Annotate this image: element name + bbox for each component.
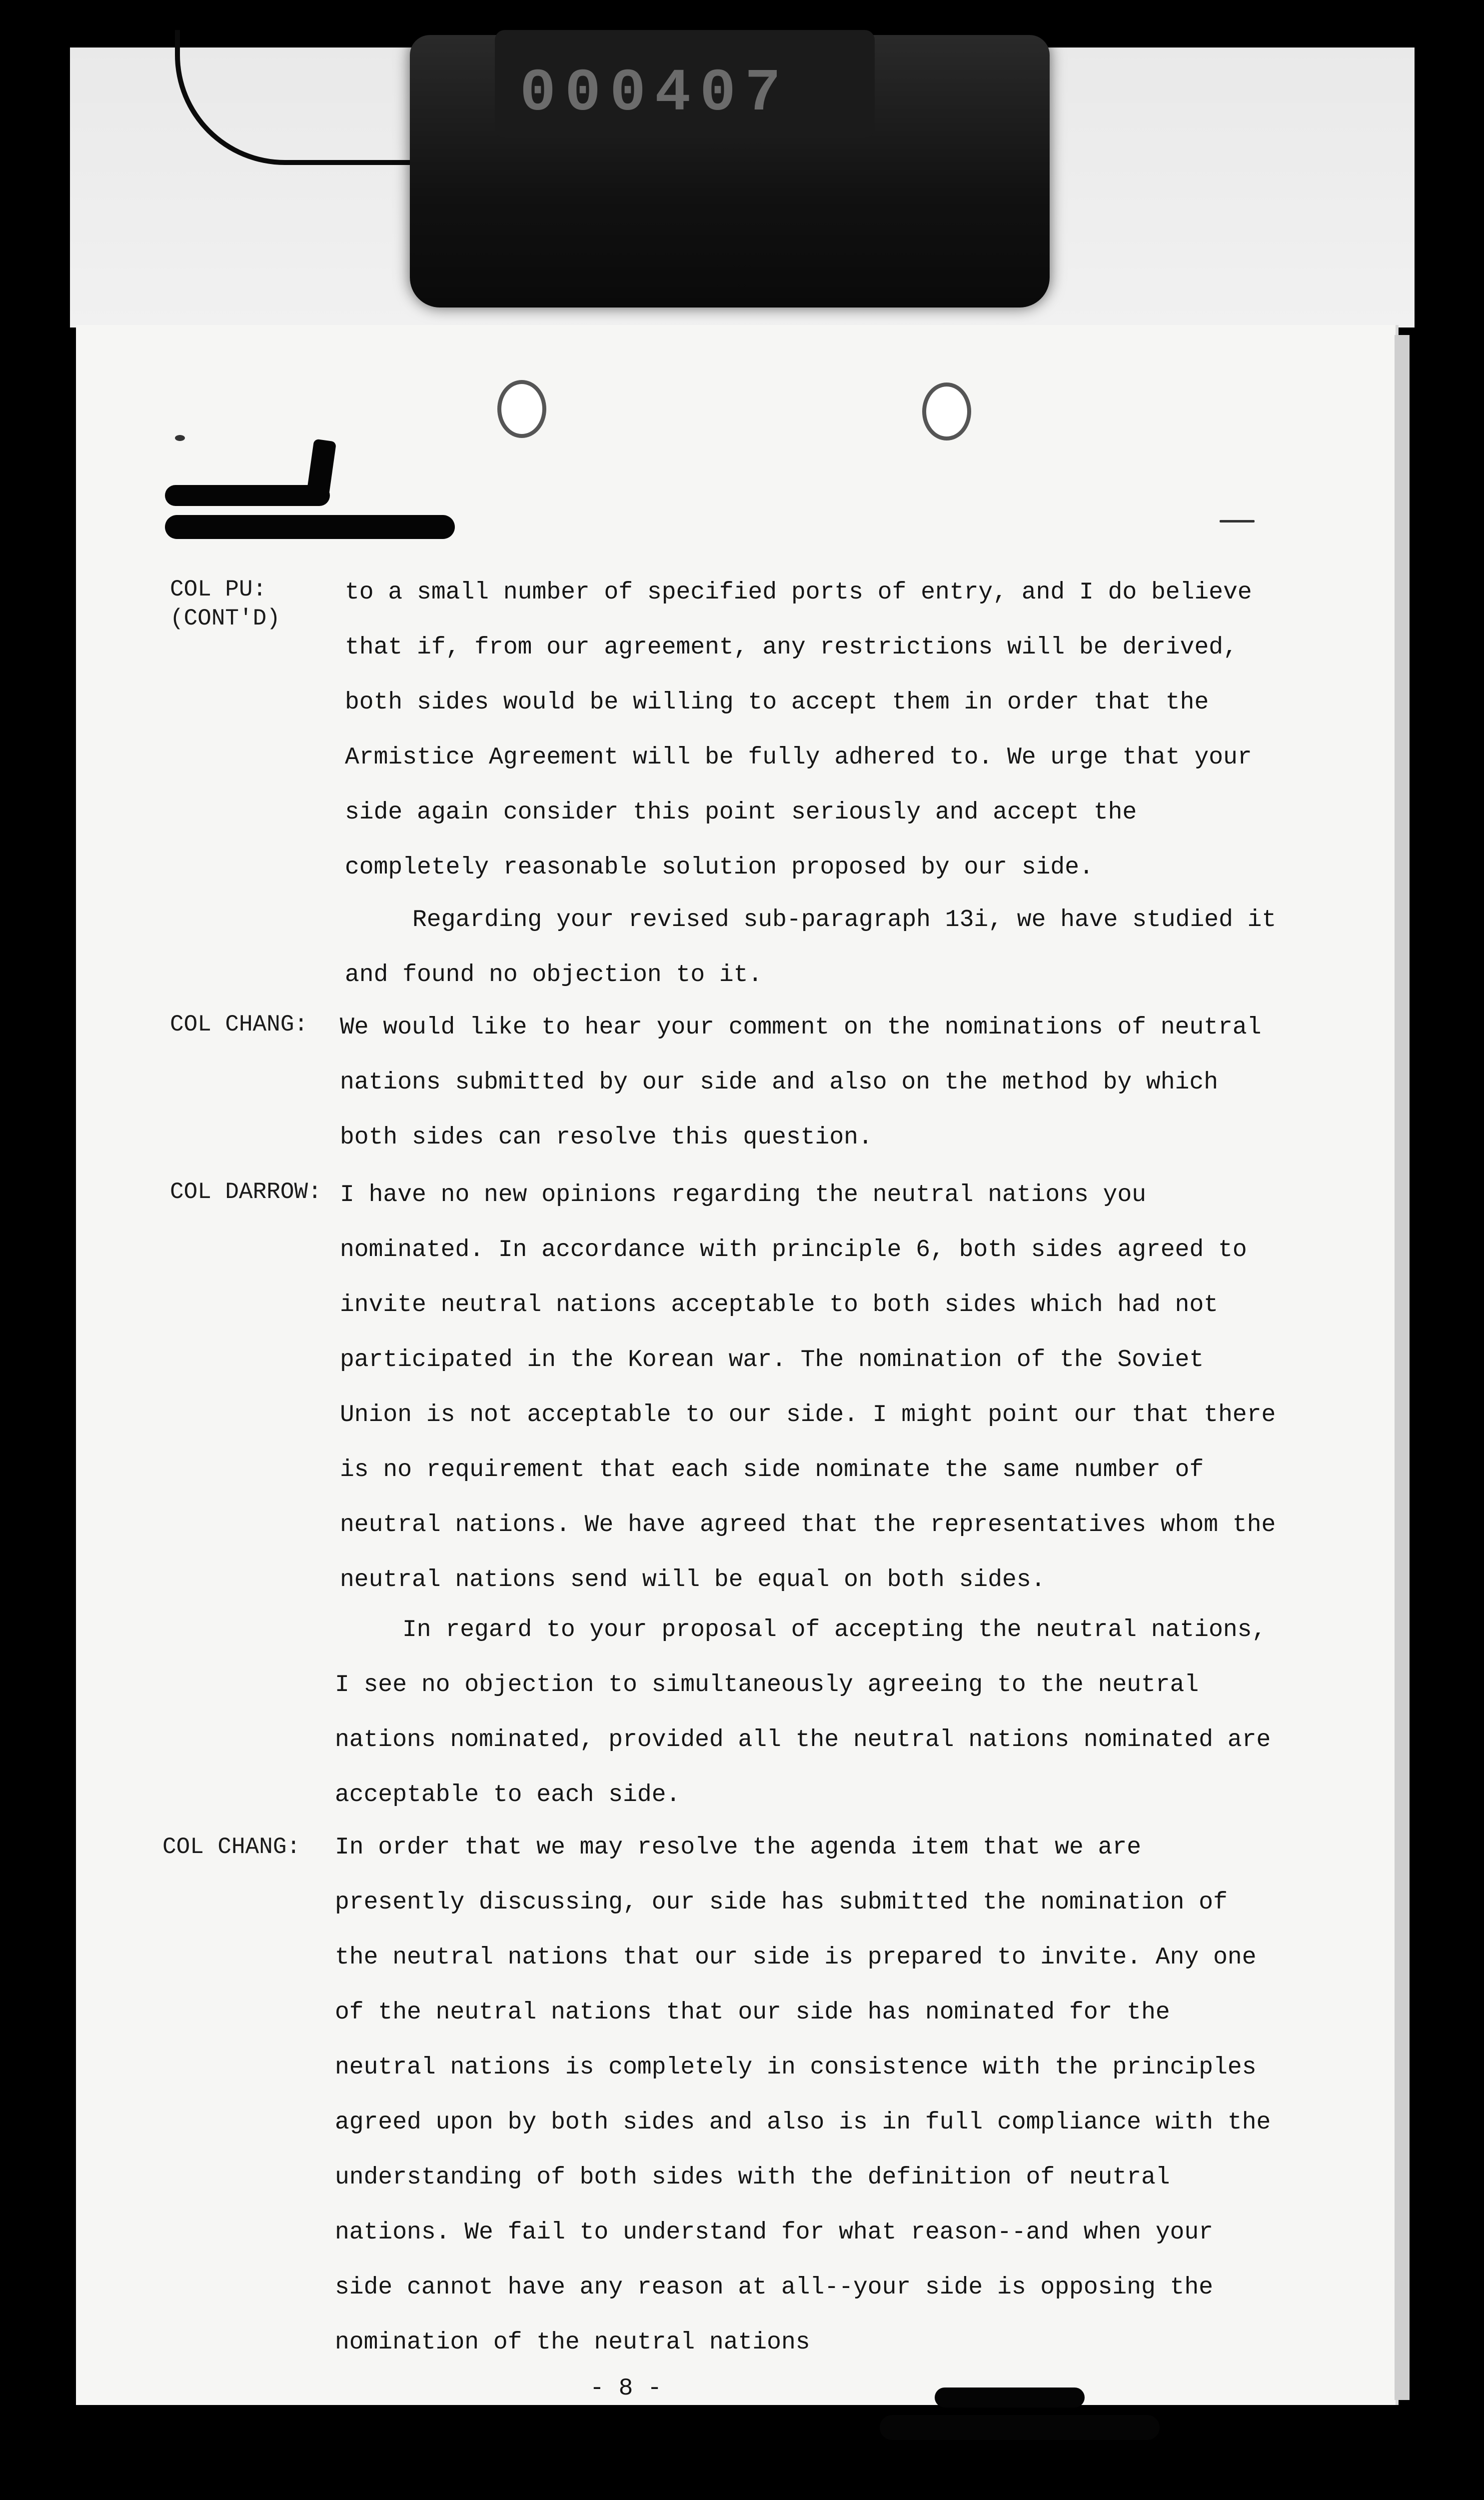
redaction-bar bbox=[165, 515, 455, 539]
page-number: - 8 - bbox=[590, 2375, 662, 2402]
speaker-label: COL DARROW: bbox=[170, 1179, 322, 1205]
dialogue-paragraph: to a small number of specified ports of entry, and I do believe that if, from our agreement, any restrictions will be derived, both sides would be willing to accept them in order that the Armistice Agreement will be fully adhered to. We urge that your side again consider this point seriously and accept the completely reasonable solution proposed by our side. bbox=[345, 579, 1252, 881]
frame-number: 000407 bbox=[520, 60, 790, 128]
dialogue-paragraph: In regard to your proposal of accepting the neutral nations, I see no objection to simultaneously agreeing to the neutral nations nominated, provided all the neutral nations nominated are acceptable to each side. bbox=[335, 1616, 1271, 1808]
redaction-bar bbox=[165, 485, 330, 506]
speaker-label: COL CHANG: bbox=[162, 1834, 301, 1860]
punch-hole-right bbox=[922, 382, 971, 440]
speaker-label: COL PU: (CONT'D) bbox=[170, 576, 280, 632]
dialogue-paragraph: In order that we may resolve the agenda item that we are presently discussing, our side has submitted the nomination of the neutral nations that our side is prepared to invite. Any one of the neutral nations that our side has nominated for the neutral nations is completely in consistence with the principles agreed upon by both sides and also is in full compliance with the understanding of both sides with the definition of neutral nations. We fail to understand for what reason--and when your side cannot have any reason at all--your side is opposing the nomination of the neutral nations bbox=[335, 1834, 1271, 2356]
redaction-bar bbox=[880, 2415, 1160, 2440]
dialogue-paragraph: We would like to hear your comment on the nominations of neutral nations submitted by our side and also on the method by which both sides can resolve this question. bbox=[340, 1014, 1262, 1151]
speaker-label: COL CHANG: bbox=[170, 1012, 308, 1038]
redaction-bar bbox=[935, 2388, 1085, 2408]
punch-hole-left bbox=[497, 380, 546, 438]
dialogue-paragraph: I have no new opinions regarding the neutral nations you nominated. In accordance with principle 6, both sides agreed to invite neutral nations acceptable to both sides which had not participated in the Korean war. The nomination of the Soviet Union is not acceptable to our side. I might point our that there is no requirement that each side nominate the same number of neutral nations. We have agreed that the representatives whom the neutral nations send will be equal on both sides. bbox=[340, 1182, 1276, 1594]
film-speck bbox=[175, 435, 185, 441]
film-speck bbox=[1220, 520, 1255, 522]
dialogue-paragraph: Regarding your revised sub-paragraph 13i, we have studied it and found no objection to it. bbox=[345, 906, 1277, 988]
page-edge bbox=[1395, 335, 1410, 2400]
